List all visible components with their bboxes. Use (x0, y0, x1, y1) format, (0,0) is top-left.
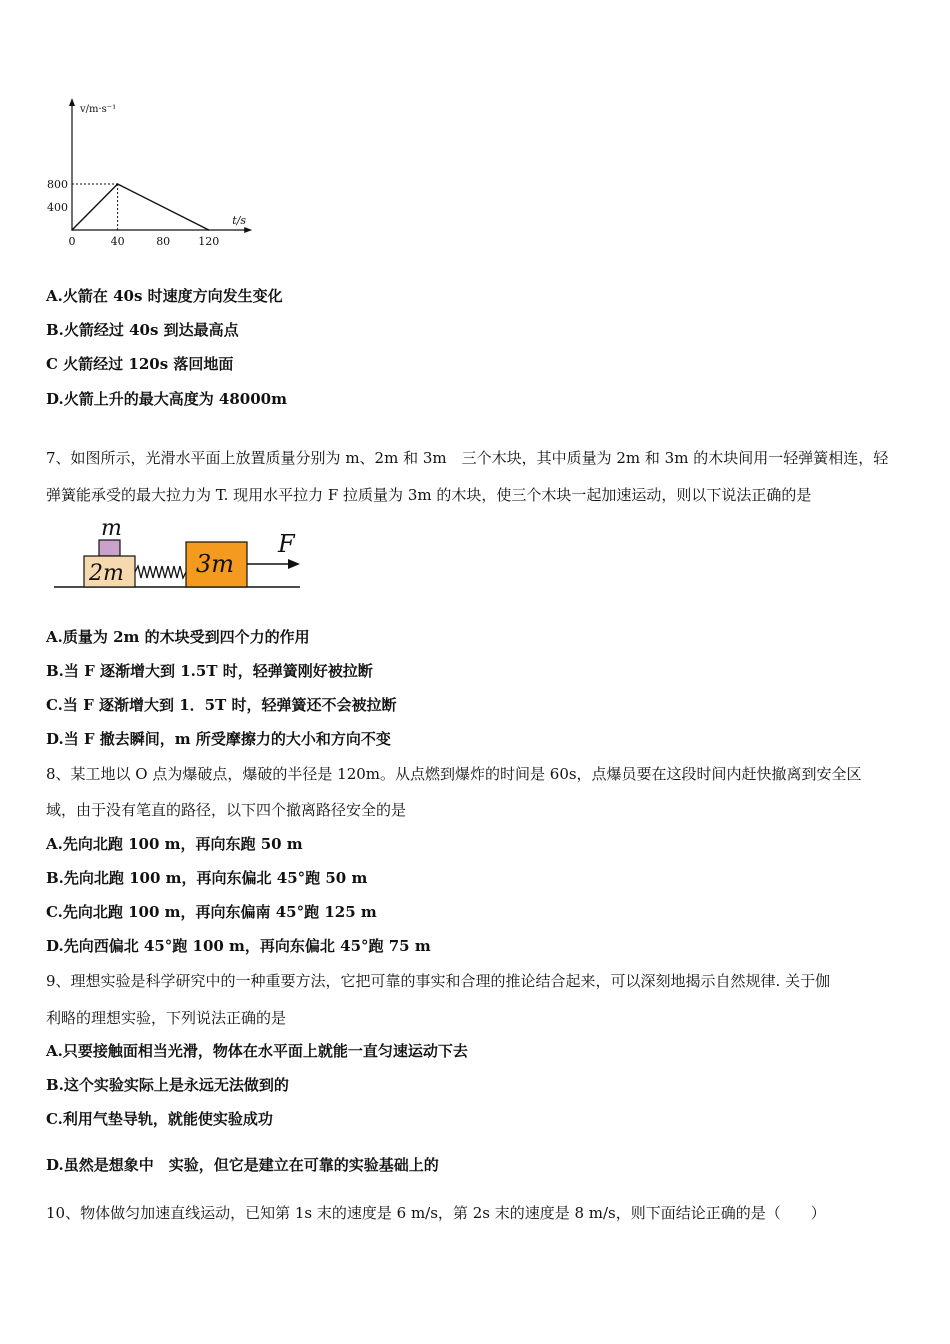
y-axis-label: v/m·s⁻¹ (80, 104, 117, 115)
q9-option-c: C.利用气垫导轨，就能使实验成功 (46, 1110, 273, 1128)
q8-option-d: D.先向西偏北 45°跑 100 m，再向东偏北 45°跑 75 m (46, 937, 431, 955)
q9-option-b: B.这个实验实际上是永远无法做到的 (46, 1076, 289, 1094)
x-axis-arrow (244, 227, 252, 233)
blocks-spring-figure (52, 516, 312, 592)
q9-stem-line2: 利略的理想实验，下列说法正确的是 (46, 1009, 287, 1027)
y-tick-label: 400 (47, 201, 68, 214)
x-axis-label: t/s (232, 214, 246, 227)
block-m (99, 540, 120, 556)
x-tick-label: 80 (156, 235, 171, 248)
data-point (71, 229, 73, 231)
q7-option-b: B.当 F 逐渐增大到 1.5T 时，轻弹簧刚好被拉断 (46, 662, 373, 680)
q9-stem-line1: 9、理想实验是科学研究中的一种重要方法，它把可靠的事实和合理的推论结合起来，可以深刻地揭示自然规律. 关于伽 (46, 972, 831, 990)
q7-stem-line2: 弹簧能承受的最大拉力为 T. 现用水平拉力 F 拉质量为 3m 的木块，使三个木块一起加速运动，则以下说法正确的是 (46, 486, 812, 504)
arrow-head (288, 559, 300, 569)
q7-option-d: D.当 F 撤去瞬间，m 所受摩擦力的大小和方向不变 (46, 730, 391, 748)
label-2m: 2m (89, 561, 124, 586)
label-3m: 3m (196, 550, 235, 578)
q8-option-a: A.先向北跑 100 m，再向东跑 50 m (46, 835, 303, 853)
data-point (208, 229, 210, 231)
y-axis-arrow (69, 98, 75, 106)
q9-option-a: A.只要接触面相当光滑，物体在水平面上就能一直匀速运动下去 (46, 1042, 468, 1060)
q7-option-c: C.当 F 逐渐增大到 1．5T 时，轻弹簧还不会被拉断 (46, 696, 397, 714)
x-tick-label: 40 (110, 235, 125, 248)
q6-option-c: C 火箭经过 120s 落回地面 (46, 355, 234, 373)
q10-stem-line1: 10、物体做匀加速直线运动，已知第 1s 末的速度是 6 m/s，第 2s 末的速度是 8 m/s，则下面结论正确的是（ ） (46, 1204, 826, 1222)
label-F: F (278, 530, 295, 558)
q7-stem-line1: 7、如图所示，光滑水平面上放置质量分别为 m、2m 和 3m 三个木块，其中质量为 2m 和 3m 的木块间用一轻弹簧相连，轻 (46, 449, 889, 467)
q8-option-b: B.先向北跑 100 m，再向东偏北 45°跑 50 m (46, 869, 368, 887)
q8-stem-line2: 域，由于没有笔直的路径，以下四个撤离路径安全的是 (46, 801, 407, 819)
data-point (117, 183, 119, 185)
q6-option-a: A.火箭在 40s 时速度方向发生变化 (46, 287, 283, 305)
q7-option-a: A.质量为 2m 的木块受到四个力的作用 (46, 628, 310, 646)
spring (135, 566, 186, 578)
label-m: m (101, 516, 122, 541)
q8-stem-line1: 8、某工地以 O 点为爆破点，爆破的半径是 120m。从点燃到爆炸的时间是 60s，点爆员要在这段时间内赶快撤离到安全区 (46, 765, 862, 783)
q9-option-d: D.虽然是想象中 实验，但它是建立在可靠的实验基础上的 (46, 1156, 439, 1174)
x-tick-label: 120 (198, 235, 220, 248)
x-tick-label: 0 (68, 235, 76, 248)
q6-option-d: D.火箭上升的最大高度为 48000m (46, 390, 287, 408)
q8-option-c: C.先向北跑 100 m，再向东偏南 45°跑 125 m (46, 903, 377, 921)
q6-option-b: B.火箭经过 40s 到达最高点 (46, 321, 239, 339)
series-line (72, 184, 209, 230)
y-tick-label: 800 (47, 178, 68, 191)
velocity-time-chart (30, 92, 246, 252)
